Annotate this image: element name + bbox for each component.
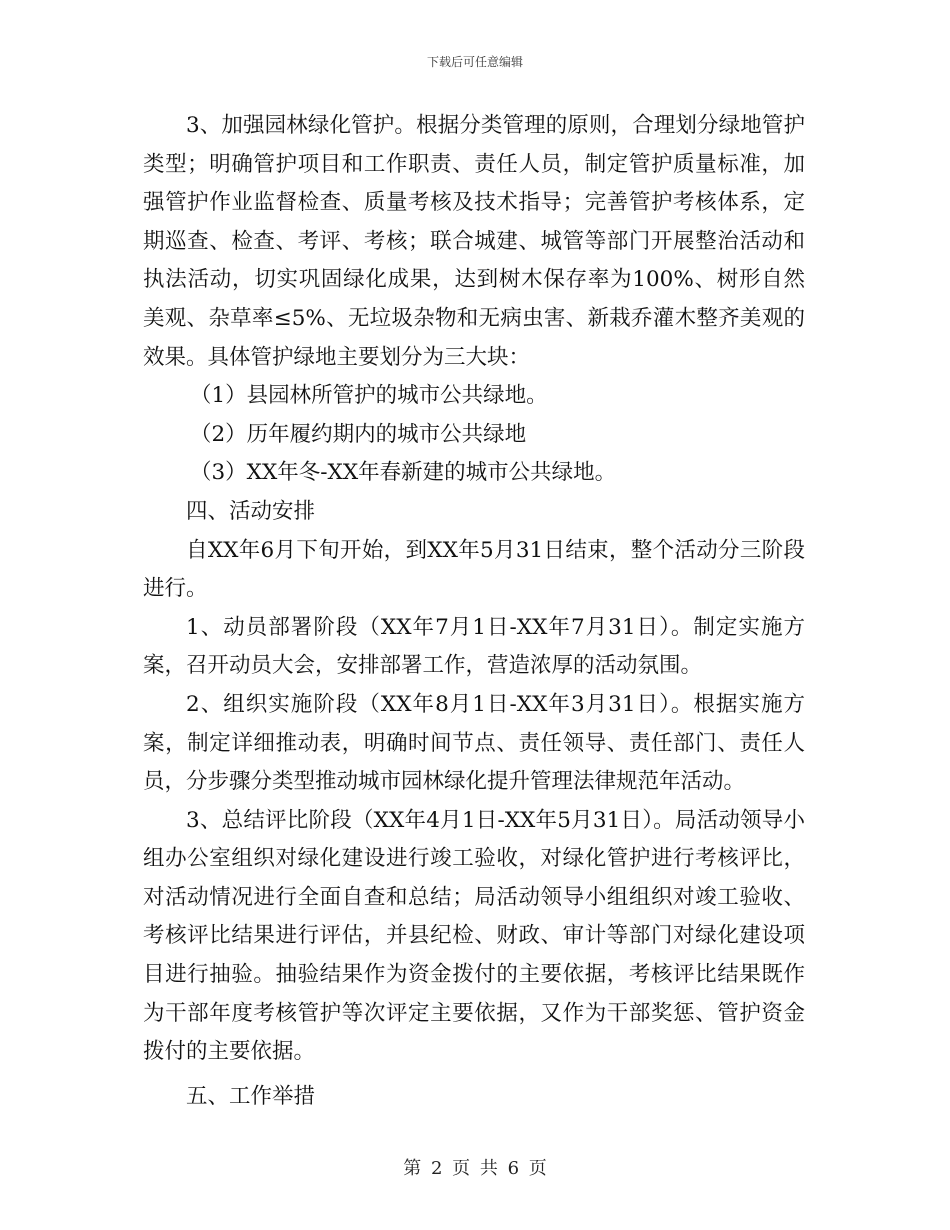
page-number: 第 2 页 共 6 页: [403, 1158, 547, 1179]
paragraph-stage-2: 2、组织实施阶段（XX年8月1日-XX年3月31日）。根据实施方案，制定详细推动表，明确时间节点、责任领导、责任部门、责任人员，分步骤分类型推动城市园林绿化提升管理法律规范年活动。: [143, 691, 805, 795]
page-header: 下载后可任意编辑: [426, 55, 523, 69]
list-item-1: （1）县园林所管护的城市公共绿地。: [190, 383, 548, 409]
paragraph-schedule-overview: 自XX年6月下旬开始，到XX年5月31日结束，整个活动分三阶段进行。: [143, 537, 805, 602]
paragraph-stage-1: 1、动员部署阶段（XX年7月1日-XX年7月31日）。制定实施方案，召开动员大会，安排部署工作，营造浓厚的活动氛围。: [143, 614, 805, 679]
list-item-3: （3）XX年冬-XX年春新建的城市公共绿地。: [190, 460, 617, 486]
paragraph-greening-management: 3、加强园林绿化管护。根据分类管理的原则，合理划分绿地管护类型；明确管护项目和工作职责、责任人员，制定管护质量标准，加强管护作业监督检查、质量考核及技术指导；完善管护考核体系，定期巡查、检查、考评、考核；联合城建、城管等部门开展整治活动和执法活动，切实巩固绿化成果，达到树木保存率为100%、树形自然美观、杂草率≤5%、无垃圾杂物和无病虫害、新栽乔灌木整齐美观的效果。具体管护绿地主要划分为三大块：: [143, 113, 805, 370]
section-heading-activity-schedule: 四、活动安排: [186, 498, 316, 524]
paragraph-stage-3: 3、总结评比阶段（XX年4月1日-XX年5月31日）。局活动领导小组办公室组织对绿化建设进行竣工验收，对绿化管护进行考核评比，对活动情况进行全面自查和总结；局活动领导小组组织对竣工验收、考核评比结果进行评估，并县纪检、财政、审计等部门对绿化建设项目进行抽验。抽验结果作为资金拨付的主要依据，考核评比结果既作为干部年度考核管护等次评定主要依据，又作为干部奖惩、管护资金拨付的主要依据。: [143, 807, 805, 1065]
list-item-2: （2）历年履约期内的城市公共绿地: [190, 421, 527, 447]
section-heading-work-measures: 五、工作举措: [186, 1083, 316, 1109]
document-body: [143, 107, 805, 1116]
